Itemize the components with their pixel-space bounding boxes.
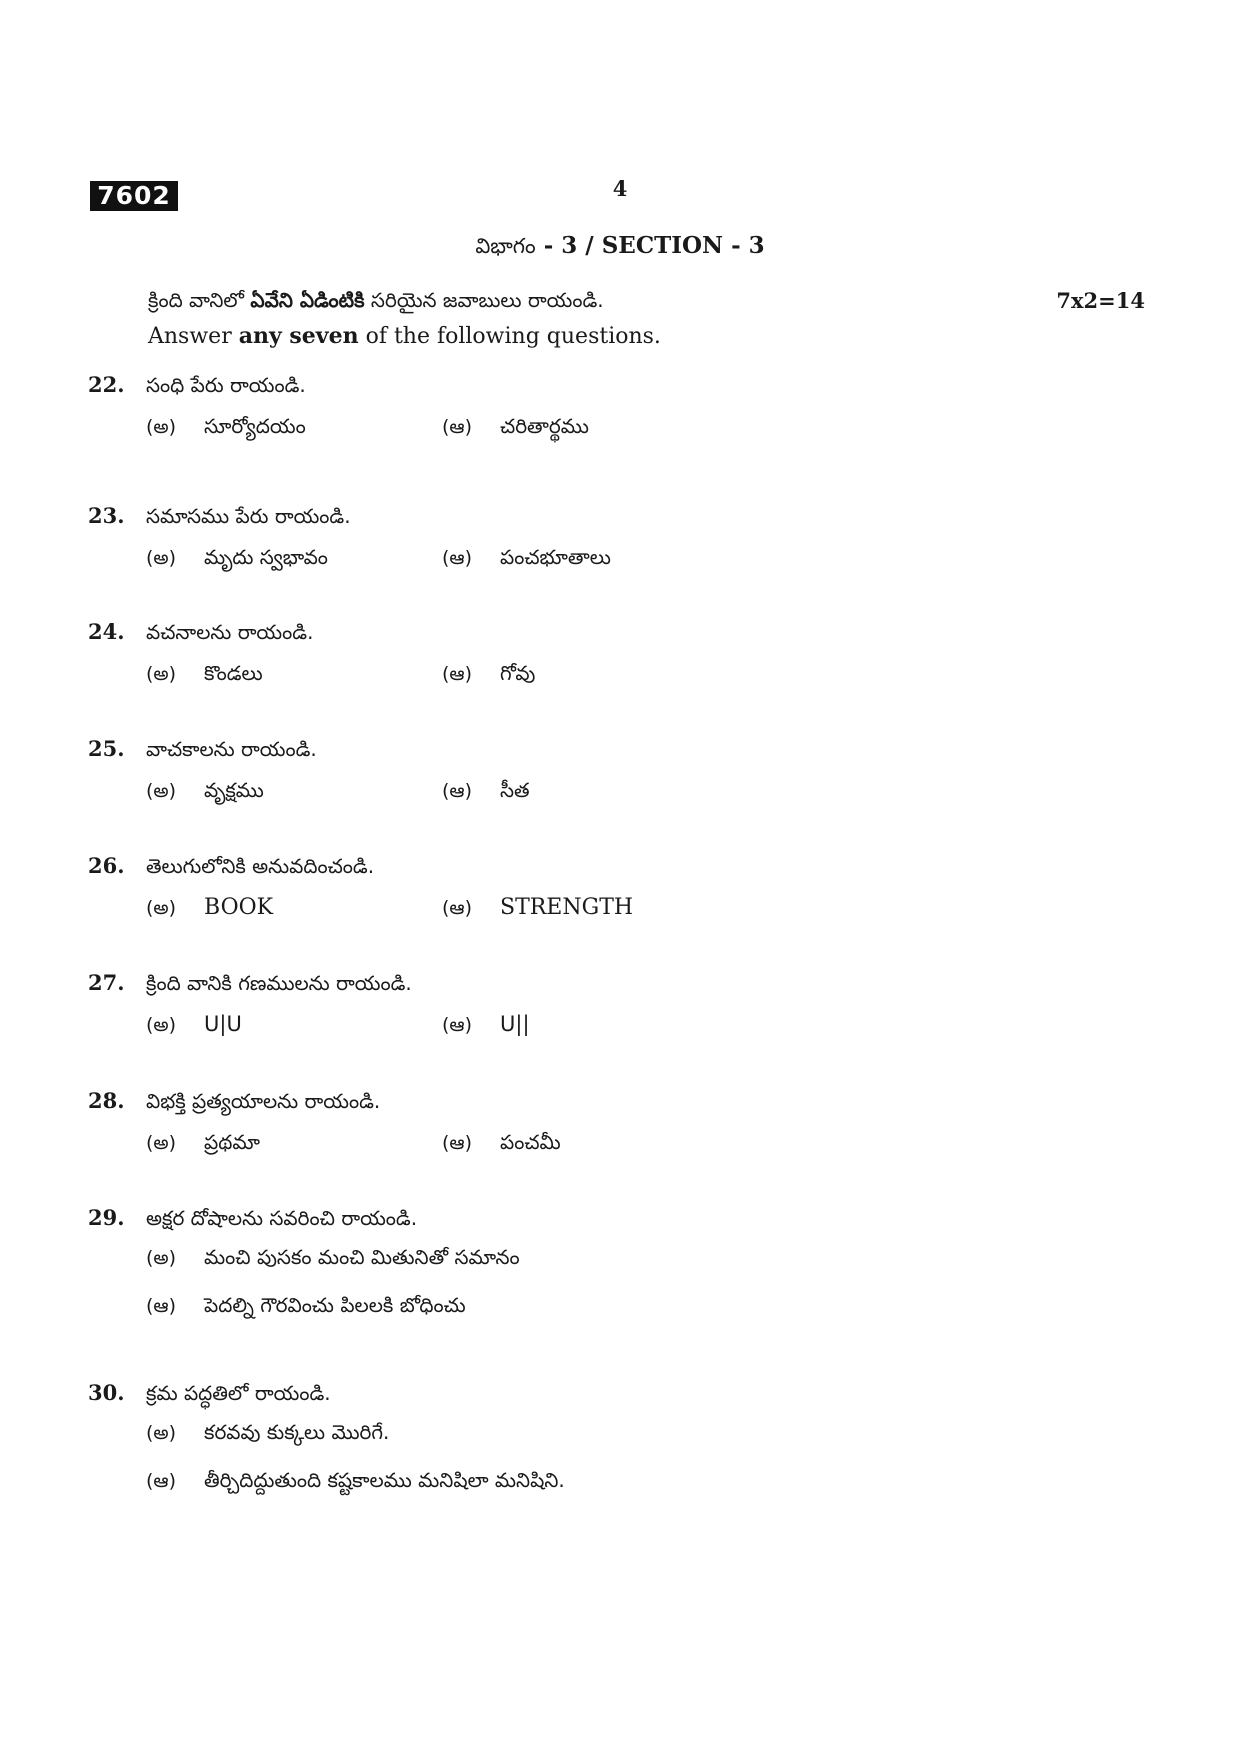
option-value: STRENGTH xyxy=(500,895,634,920)
option-a xyxy=(146,661,442,690)
option-label: (అ) xyxy=(146,780,177,802)
option-a xyxy=(146,895,442,924)
option-label: (ఆ) xyxy=(146,1295,176,1317)
option-value: గోవు xyxy=(500,661,536,685)
question-text: సమాసము పేరు రాయండి. xyxy=(146,504,351,528)
section-title-telugu: విభాగం xyxy=(475,234,536,258)
option-b xyxy=(442,895,633,924)
option-a xyxy=(146,778,442,807)
option-label: (ఆ) xyxy=(442,897,472,919)
question-text: విభక్తి ప్రత్యయాలను రాయండి. xyxy=(146,1089,381,1113)
question-26 xyxy=(88,853,1188,939)
option-label: (ఆ) xyxy=(442,1132,472,1154)
option-b xyxy=(442,414,589,443)
option-value: సూర్యోదయం xyxy=(204,414,306,438)
option-value: మంచి పుసకం మంచి మితునితో సమానం xyxy=(204,1245,520,1269)
question-number: 27. xyxy=(88,970,125,995)
option-value: వృక్షము xyxy=(204,778,264,802)
option-value: U|| xyxy=(500,1012,530,1036)
option-a xyxy=(146,1241,1188,1289)
option-label: (అ) xyxy=(146,1247,177,1269)
option-value: U|U xyxy=(204,1012,242,1036)
option-value: పంచమీ xyxy=(500,1130,561,1154)
question-text: అక్షర దోషాలను సవరించి రాయండి. xyxy=(146,1206,418,1230)
option-value: చరితార్థము xyxy=(500,414,589,438)
question-27 xyxy=(88,970,1188,1056)
question-28 xyxy=(88,1088,1188,1174)
option-value: సీత xyxy=(500,778,530,802)
question-number: 28. xyxy=(88,1088,125,1113)
question-text: వాచకాలను రాయండి. xyxy=(146,737,317,761)
question-number: 24. xyxy=(88,619,125,644)
question-30 xyxy=(88,1380,1188,1512)
marks-label: 7x2=14 xyxy=(1056,288,1145,313)
section-title-english: - 3 / SECTION - 3 xyxy=(543,232,765,259)
option-a xyxy=(146,414,442,443)
option-b xyxy=(442,1130,561,1159)
question-number: 29. xyxy=(88,1205,125,1230)
option-label: (అ) xyxy=(146,547,177,569)
option-a xyxy=(146,1012,442,1041)
question-text: క్రింది వానికి గణములను రాయండి. xyxy=(146,971,412,995)
question-text: సంధి పేరు రాయండి. xyxy=(146,373,306,397)
option-value: తీర్చిదిద్దుతుంది కష్టకాలము మనిషిలా మనిషిని. xyxy=(204,1468,565,1492)
option-b xyxy=(442,1012,530,1041)
instruction-telugu-bold: ఏవేని ఏడింటికి xyxy=(250,288,365,312)
option-label: (అ) xyxy=(146,1132,177,1154)
instruction-telugu-post: సరియైన జవాబులు రాయండి. xyxy=(364,288,604,312)
question-number: 22. xyxy=(88,372,125,397)
question-text: తెలుగులోనికి అనువదించండి. xyxy=(146,854,375,878)
option-b xyxy=(442,545,611,574)
instruction-english-post: of the following questions. xyxy=(358,324,661,349)
paper-code-badge: 7602 xyxy=(90,181,178,211)
instruction-telugu-pre: క్రింది వానిలో xyxy=(148,288,251,312)
option-value: పెదల్ని గౌరవించు పిలలకి బోధించు xyxy=(204,1293,466,1317)
question-25 xyxy=(88,736,1188,822)
option-label: (అ) xyxy=(146,663,177,685)
option-label: (అ) xyxy=(146,1422,177,1444)
page-number: 4 xyxy=(612,176,628,201)
option-a xyxy=(146,545,442,574)
option-value: కరవవు కుక్కలు మొరిగే. xyxy=(204,1420,390,1444)
option-value: పంచభూతాలు xyxy=(500,545,611,569)
option-label: (ఆ) xyxy=(442,663,472,685)
instruction-english-bold: any seven xyxy=(238,323,359,349)
question-23 xyxy=(88,503,1188,589)
question-22 xyxy=(88,372,1188,458)
option-b xyxy=(146,1464,1188,1512)
option-value: కొండలు xyxy=(204,661,263,685)
option-value: ప్రథమా xyxy=(204,1130,260,1154)
option-label: (అ) xyxy=(146,416,177,438)
option-label: (ఆ) xyxy=(442,1014,472,1036)
option-label: (ఆ) xyxy=(146,1470,176,1492)
question-number: 23. xyxy=(88,503,125,528)
question-text: వచనాలను రాయండి. xyxy=(146,620,314,644)
question-number: 25. xyxy=(88,736,125,761)
option-label: (ఆ) xyxy=(442,547,472,569)
option-label: (అ) xyxy=(146,1014,177,1036)
option-a xyxy=(146,1416,1188,1464)
instruction-telugu xyxy=(148,288,604,317)
option-b xyxy=(442,661,535,690)
question-number: 26. xyxy=(88,853,125,878)
option-a xyxy=(146,1130,442,1159)
section-title xyxy=(0,232,1240,264)
instruction-english-pre: Answer xyxy=(148,324,239,349)
option-value: మృదు స్వభావం xyxy=(204,545,328,569)
instruction-english xyxy=(148,323,661,349)
question-number: 30. xyxy=(88,1380,125,1405)
question-text: క్రమ పద్ధతిలో రాయండి. xyxy=(146,1381,331,1405)
option-b xyxy=(146,1289,1188,1337)
option-label: (ఆ) xyxy=(442,780,472,802)
option-label: (ఆ) xyxy=(442,416,472,438)
question-29 xyxy=(88,1205,1188,1337)
question-24 xyxy=(88,619,1188,705)
option-b xyxy=(442,778,530,807)
option-label: (అ) xyxy=(146,897,177,919)
option-value: BOOK xyxy=(204,895,274,920)
